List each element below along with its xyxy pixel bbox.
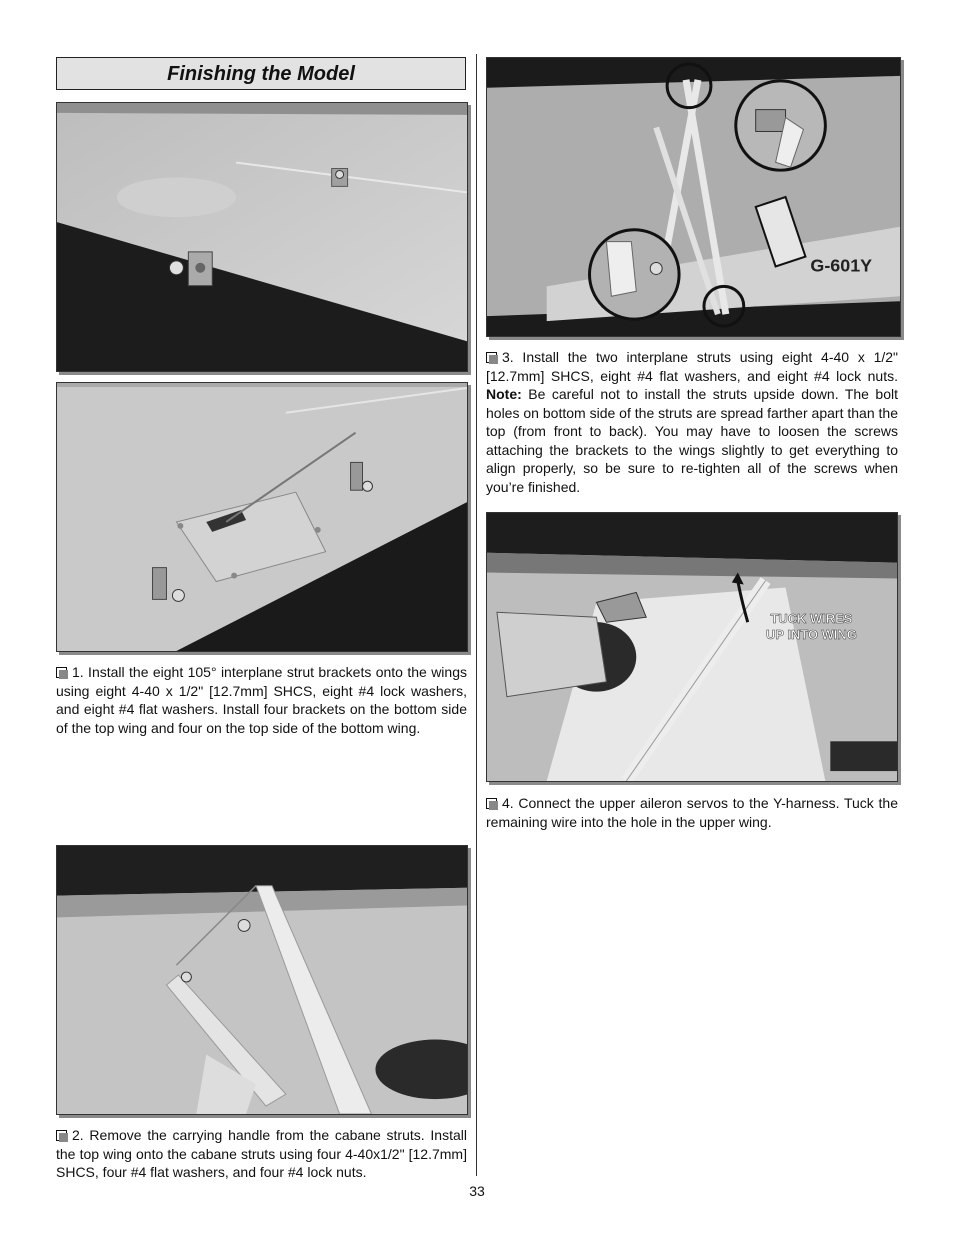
step-1-text: 1. Install the eight 105° interplane strut brackets onto the wings using eight 4-40 x 1/2" [12.7mm] SHCS, eight #4 lock washers, and eight #4 flat washers. Install four brackets on the bottom side of the top wing and four on the top side of the bottom wing. [56, 664, 467, 736]
photo-top-wing-cabane [56, 845, 468, 1115]
column-divider [476, 54, 477, 1176]
photo-tuck-wires [486, 512, 898, 782]
step-4-text: 4. Connect the upper aileron servos to the Y-harness. Tuck the remaining wire into the hole in the upper wing. [486, 795, 898, 830]
step-3 [486, 348, 898, 496]
step-3-checkbox[interactable] [486, 352, 497, 363]
photo-registration-text: G-601Y [810, 255, 873, 276]
step-2-text: 2. Remove the carrying handle from the cabane struts. Install the top wing onto the cabane struts using four 4-40x1/2" [12.7mm] SHCS, four #4 flat washers, and four #4 lock nuts. [56, 1127, 467, 1180]
step-3-text-before: 3. Install the two interplane struts using eight 4-40 x 1/2" [12.7mm] SHCS, eight #4 flat washers, and eight #4 lock nuts. [486, 349, 898, 384]
photo-wing-bracket-top [56, 102, 468, 372]
step-3-note-label: Note: [486, 386, 522, 402]
photo-interplane-struts [486, 57, 901, 337]
step-4-checkbox[interactable] [486, 798, 497, 809]
section-title: Finishing the Model [56, 57, 466, 90]
step-1-checkbox[interactable] [56, 667, 67, 678]
step-2-checkbox[interactable] [56, 1130, 67, 1141]
photo-wing-bracket-bottom [56, 382, 468, 652]
step-4 [486, 794, 898, 831]
page-number: 33 [469, 1183, 485, 1199]
step-3-text-after: Be careful not to install the struts upside down. The bolt holes on bottom side of the struts are spread farther apart than the top (from front to back). You may have to loosen the screws attaching the brackets to the wings slightly to get everything to align properly, so be sure to re-tighten all of the screws when you’re finished. [486, 386, 899, 495]
photo-callout-line2: UP INTO WING [766, 627, 857, 643]
photo-callout-line1: TUCK WIRES [770, 611, 853, 627]
step-1 [56, 663, 467, 737]
step-2 [56, 1126, 467, 1182]
